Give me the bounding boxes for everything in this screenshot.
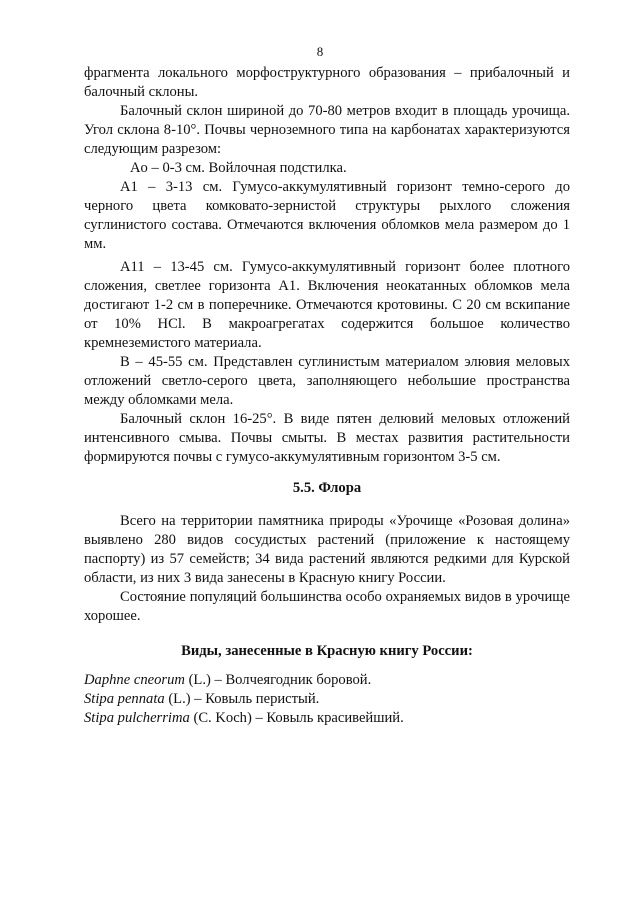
page-number: 8 (316, 44, 324, 59)
section-heading-flora: 5.5. Флора (292, 480, 362, 496)
paragraph-intro: фрагмента локального морфоструктурного образования – прибалочный и балочный склоны. (84, 65, 570, 100)
horizon-a11-label: A11 (120, 259, 145, 275)
species-item (84, 690, 570, 709)
horizon-a11 (84, 258, 570, 353)
horizon-a0-label: Ao (130, 160, 148, 176)
horizon-a1-text: – 3-13 см. Гумусо-аккумулятивный горизонт темно-серого до черного цвета комковато-зернистой структуры рыхлого сложения суглинистого состава. Отмечаются включения обломков мела размером до 1 мм. (84, 179, 570, 252)
species-latin: Stipa pennata (84, 691, 165, 707)
horizon-a11-text: – 13-45 см. Гумусо-аккумулятивный горизонт более плотного сложения, светлее горизонта A1. Включения неокатанных обломков мела достигают 1-2 см в поперечнике. Отмечаются кротовины. С 20 см вскипание от 10% HCl. В макроагрегатах содержится большое количество кремнеземистого материала. (84, 259, 570, 351)
species-latin: Stipa pulcherrima (84, 710, 190, 726)
paragraph-flora-1: Всего на территории памятника природы «Урочище «Розовая долина» выявлено 280 видов сосудистых растений (приложение к настоящему паспорту) из 57 семейств; 34 вида растений являются редкими для Курской области, из них 3 вида занесены в Красную книгу России. (84, 513, 570, 586)
species-item (84, 709, 570, 728)
horizon-a0-text: – 0-3 см. Войлочная подстилка. (147, 160, 347, 176)
paragraph-slope-2: Балочный склон 16-25°. В виде пятен делювий меловых отложений интенсивного смыва. Почвы смыты. В местах развития растительности формируются почвы с гумусо-аккумулятивным горизонтом 3-5 см. (84, 411, 570, 465)
paragraph-flora-2: Состояние популяций большинства особо охраняемых видов в урочище хорошее. (84, 589, 570, 624)
species-rest: (L.) – Волчеягодник боровой. (184, 672, 372, 688)
horizon-a1 (84, 178, 570, 254)
horizon-a0 (84, 159, 570, 178)
paragraph-slope-1: Балочный склон шириной до 70-80 метров входит в площадь урочища. Угол склона 8-10°. Почвы черноземного типа на карбонатах характеризуются следующим разрезом: (84, 103, 570, 157)
horizon-b: В – 45-55 см. Представлен суглинистым материалом элювия меловых отложений светло-серого цвета, заполняющего небольшие пространства между обломками мела. (84, 354, 570, 408)
page-content (84, 64, 570, 728)
species-rest: (C. Koch) – Ковыль красивейший. (189, 710, 404, 726)
horizon-a1-label: A1 (120, 179, 138, 195)
species-latin: Daphne cneorum (84, 672, 185, 688)
species-rest: (L.) – Ковыль перистый. (164, 691, 320, 707)
species-item (84, 671, 570, 690)
section-heading-redbook: Виды, занесенные в Красную книгу России: (181, 643, 473, 659)
